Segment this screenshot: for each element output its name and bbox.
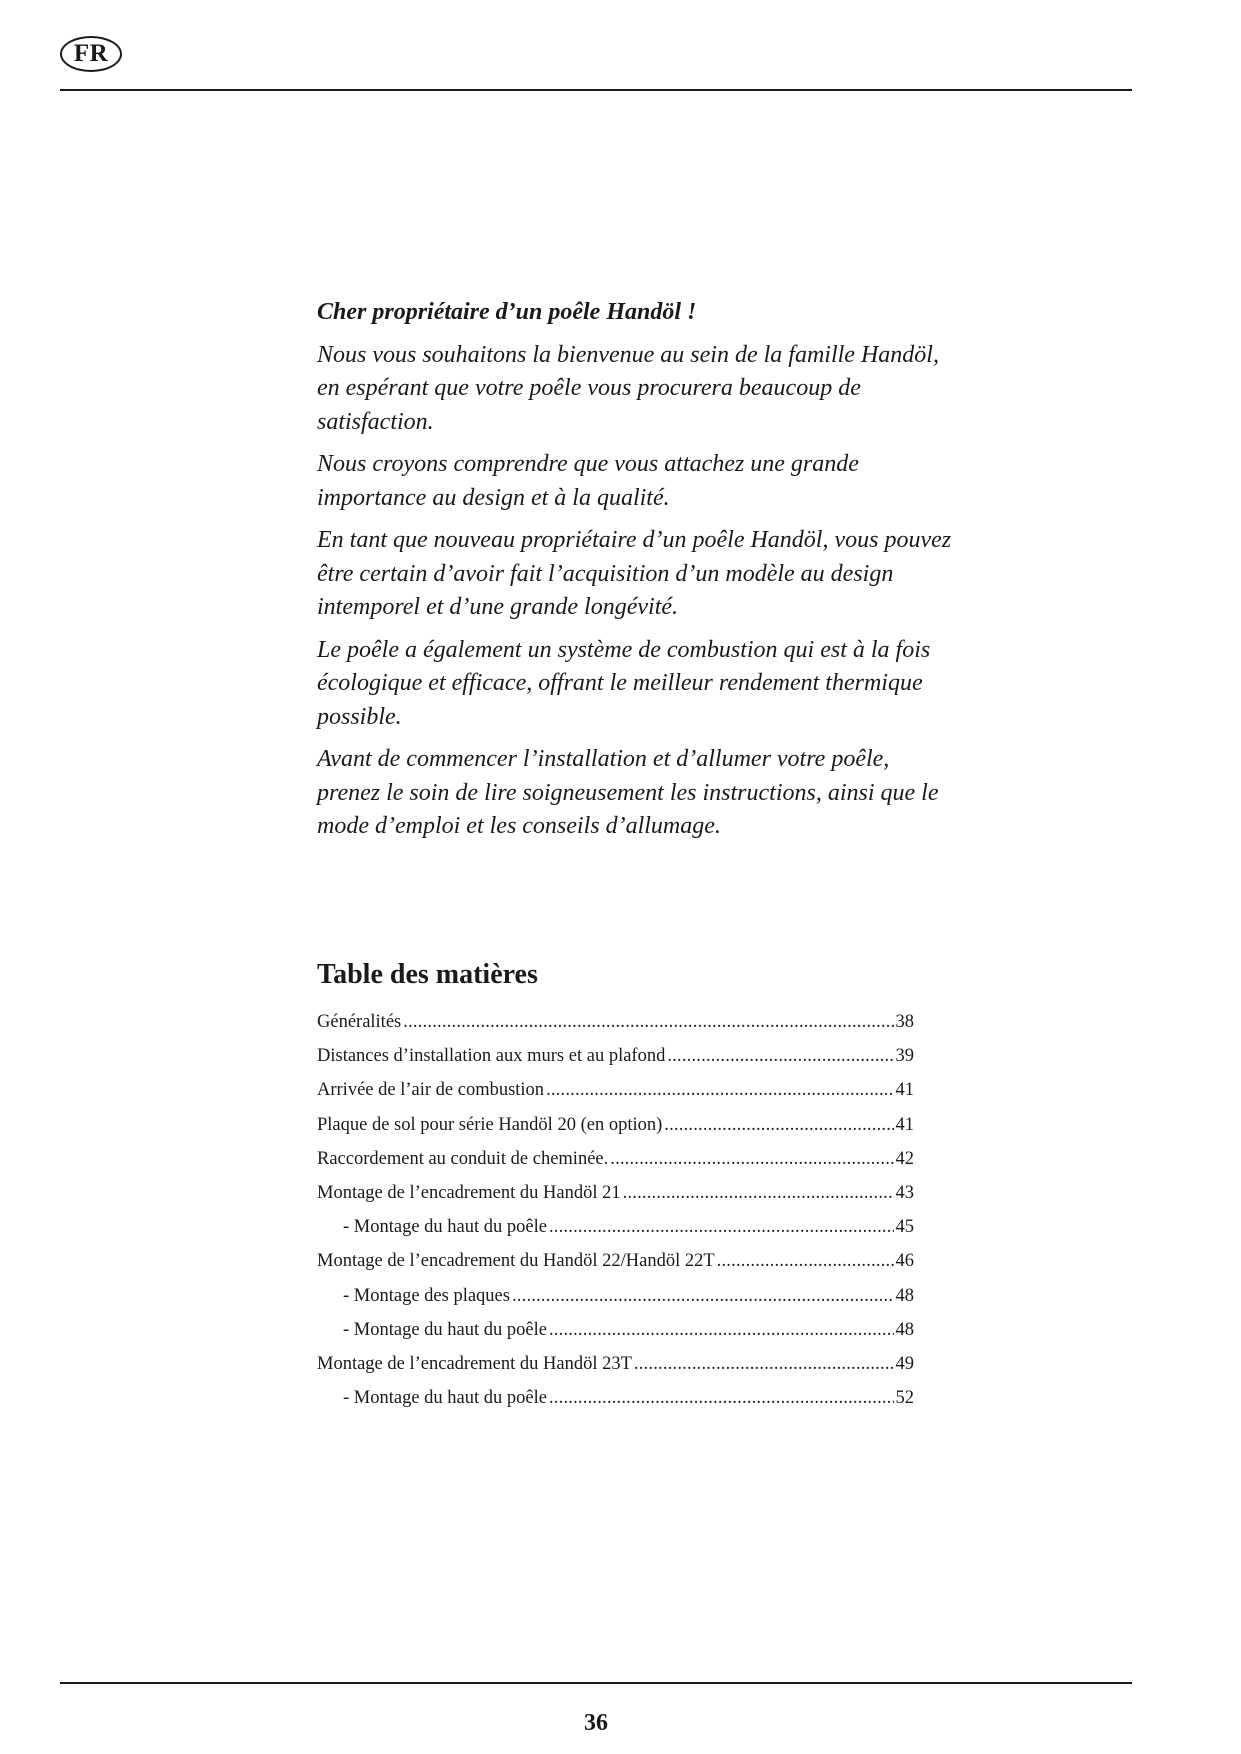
toc-leader-dots — [549, 1313, 894, 1347]
toc-entry[interactable] — [317, 1244, 914, 1278]
toc-leader-dots — [403, 1005, 893, 1039]
toc-entry-label: - Montage des plaques — [343, 1285, 510, 1306]
toc-leader-dots — [667, 1039, 893, 1073]
toc-leader-dots — [546, 1073, 893, 1107]
toc-subentry[interactable] — [317, 1313, 914, 1347]
toc-entry-label: Montage de l’encadrement du Handöl 23T — [317, 1353, 632, 1374]
toc-entry-label: Plaque de sol pour série Handöl 20 (en option) — [317, 1114, 663, 1135]
toc-entry-page: 48 — [895, 1285, 914, 1306]
toc-leader-dots — [512, 1279, 894, 1313]
toc-entry[interactable] — [317, 1347, 914, 1381]
intro-letter — [317, 296, 957, 853]
intro-paragraph: Avant de commencer l’installation et d’allumer votre poêle, prenez le soin de lire soigneusement les instructions, ainsi que le mode d’emploi et les conseils d’allumage. — [317, 746, 939, 839]
toc-subentry[interactable] — [317, 1381, 914, 1415]
toc-leader-dots — [634, 1347, 894, 1381]
toc-entry[interactable] — [317, 1142, 914, 1176]
toc-entry-label: Montage de l’encadrement du Handöl 22/Handöl 22T — [317, 1251, 715, 1272]
toc-entry-page: 45 — [895, 1217, 914, 1238]
toc-entry-page: 46 — [895, 1251, 914, 1272]
toc-entry-label: - Montage du haut du poêle — [343, 1319, 547, 1340]
footer-rule — [60, 1682, 1132, 1684]
toc-leader-dots — [549, 1210, 894, 1244]
toc-entry-page: 42 — [895, 1148, 914, 1169]
toc-entry-page: 52 — [895, 1388, 914, 1409]
toc-entry-page: 43 — [895, 1182, 914, 1203]
toc-subentry[interactable] — [317, 1210, 914, 1244]
toc-title: Table des matières — [317, 959, 538, 990]
intro-paragraph: En tant que nouveau propriétaire d’un poêle Handöl, vous pouvez être certain d’avoir fait l’acquisition d’un modèle au design intemporel et d’une grande longévité. — [317, 527, 952, 620]
toc-leader-dots — [610, 1142, 893, 1176]
toc-leader-dots — [664, 1108, 893, 1142]
toc-entry-page: 41 — [895, 1114, 914, 1135]
toc-entry-label: Raccordement au conduit de cheminée. — [317, 1148, 609, 1169]
toc-entry-label: Généralités — [317, 1012, 402, 1032]
intro-paragraph: Nous croyons comprendre que vous attachez une grande importance au design et à la qualité. — [317, 451, 859, 511]
page-number: 36 — [584, 1710, 608, 1736]
toc-entry[interactable] — [317, 1176, 914, 1210]
toc-entry-label: Arrivée de l’air de combustion — [317, 1080, 545, 1101]
toc-entry-page: 38 — [895, 1012, 914, 1032]
language-badge — [60, 36, 122, 72]
toc-entry-label: - Montage du haut du poêle — [343, 1388, 547, 1409]
toc-entry[interactable] — [317, 1005, 914, 1039]
toc-entry-label: Distances d’installation aux murs et au plafond — [317, 1046, 666, 1067]
toc-leader-dots — [717, 1244, 894, 1278]
toc-entry[interactable] — [317, 1073, 914, 1107]
toc-entry-page: 48 — [895, 1319, 914, 1340]
toc-entry-label: - Montage du haut du poêle — [343, 1217, 547, 1238]
toc-entry-page: 41 — [895, 1080, 914, 1101]
greeting: Cher propriétaire d’un poêle Handöl ! — [317, 299, 697, 325]
language-code: FR — [73, 40, 109, 67]
intro-paragraph: Nous vous souhaitons la bienvenue au sein de la famille Handöl, en espérant que votre poêle vous procurera beaucoup de satisfaction. — [317, 341, 939, 435]
toc-leader-dots — [549, 1381, 894, 1415]
table-of-contents — [317, 955, 914, 1415]
intro-paragraph: Le poêle a également un système de combustion qui est à la fois écologique et efficace, offrant le meilleur rendement thermique possible. — [317, 636, 931, 730]
header-rule — [60, 89, 1132, 91]
toc-entry[interactable] — [317, 1108, 914, 1142]
toc-entry[interactable] — [317, 1039, 914, 1073]
toc-leader-dots — [623, 1176, 894, 1210]
toc-entry-page: 39 — [895, 1046, 914, 1067]
toc-entry-label: Montage de l’encadrement du Handöl 21 — [317, 1182, 621, 1203]
toc-entry-page: 49 — [895, 1353, 914, 1374]
toc-subentry[interactable] — [317, 1279, 914, 1313]
